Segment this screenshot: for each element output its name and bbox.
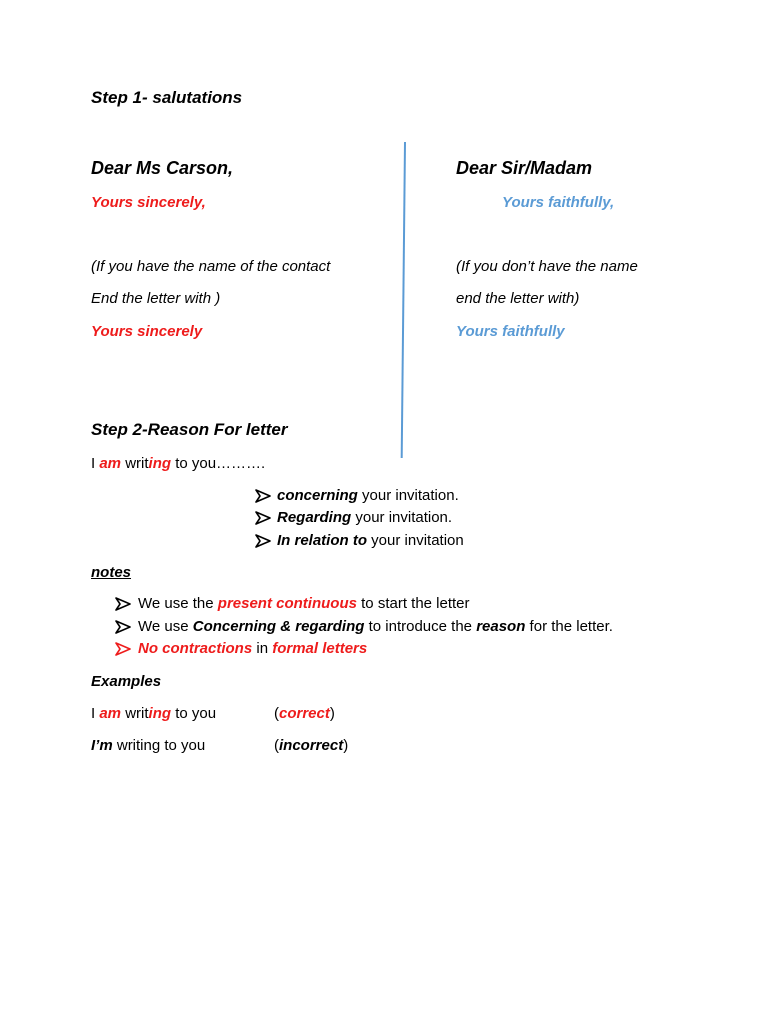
verdict-label: correct [279,705,330,722]
option-item [277,532,464,549]
example-correct-sentence [91,705,216,722]
note-text: in [252,640,273,657]
left-greeting: Dear Ms Carson, [91,158,234,178]
verdict-label: incorrect [279,737,344,754]
note-emphasis: reason [476,618,526,635]
option-keyword: In relation to [277,532,367,549]
note-item [138,618,613,635]
left-note-line1: (If you have the name of the contact [91,258,331,275]
notes-title: notes [91,564,132,581]
note-highlight: formal letters [272,640,368,657]
right-closing: Yours faithfully, [502,194,615,211]
option-rest: your invitation. [351,509,453,526]
note-text: We use [138,618,193,635]
arrowhead-bullet-icon [115,597,131,611]
note-text: to start the letter [356,595,470,612]
example-text: writing to you [112,737,206,754]
examples-title: Examples [91,673,162,690]
left-closing2: Yours sincerely [91,323,203,340]
right-closing2: Yours faithfully [456,323,565,340]
note-item [138,595,470,612]
example-incorrect-sentence [91,737,205,754]
option-item [277,509,452,526]
note-text: to introduce the [364,618,477,635]
left-note-line2: End the letter with ) [91,290,221,307]
note-item [138,640,367,657]
arrowhead-bullet-icon [115,642,131,656]
arrowhead-bullet-icon [255,511,271,525]
step1-title: Step 1- salutations [91,88,243,107]
column-divider [401,142,406,458]
right-greeting: Dear Sir/Madam [456,158,593,178]
sentence-suffix: ing [148,455,172,472]
option-item [277,487,459,504]
left-closing: Yours sincerely, [91,194,206,211]
example-text: to you [171,705,217,722]
note-highlight: No contractions [138,640,253,657]
note-text: for the letter. [525,618,613,635]
arrowhead-bullet-icon [255,534,271,548]
sentence-part: writ [121,455,149,472]
example-suffix: ing [148,705,172,722]
option-keyword: concerning [277,487,358,504]
right-note-line1: (If you don’t have the name [456,258,638,275]
arrowhead-bullet-icon [255,489,271,503]
example-incorrect-verdict [274,737,348,754]
sentence-part: to you………. [171,455,266,472]
example-text: I [91,705,100,722]
option-rest: your invitation [367,532,464,549]
step2-sentence [91,455,265,472]
paren: ) [329,705,335,722]
example-text: writ [121,705,149,722]
sentence-auxiliary: am [99,455,122,472]
note-text: We use the [138,595,218,612]
right-note-line2: end the letter with) [456,290,580,307]
paren: ( [274,705,279,722]
note-emphasis: Concerning & regarding [192,618,365,635]
example-contraction: I’m [91,737,113,754]
option-keyword: Regarding [277,509,352,526]
paren: ( [274,737,279,754]
paren: ) [343,737,349,754]
example-correct-verdict [274,705,335,722]
example-auxiliary: am [99,705,122,722]
sentence-part: I [91,455,100,472]
arrowhead-bullet-icon [115,620,131,634]
note-highlight: present continuous [217,595,357,612]
step2-title: Step 2-Reason For letter [91,420,288,439]
option-rest: your invitation. [357,487,459,504]
